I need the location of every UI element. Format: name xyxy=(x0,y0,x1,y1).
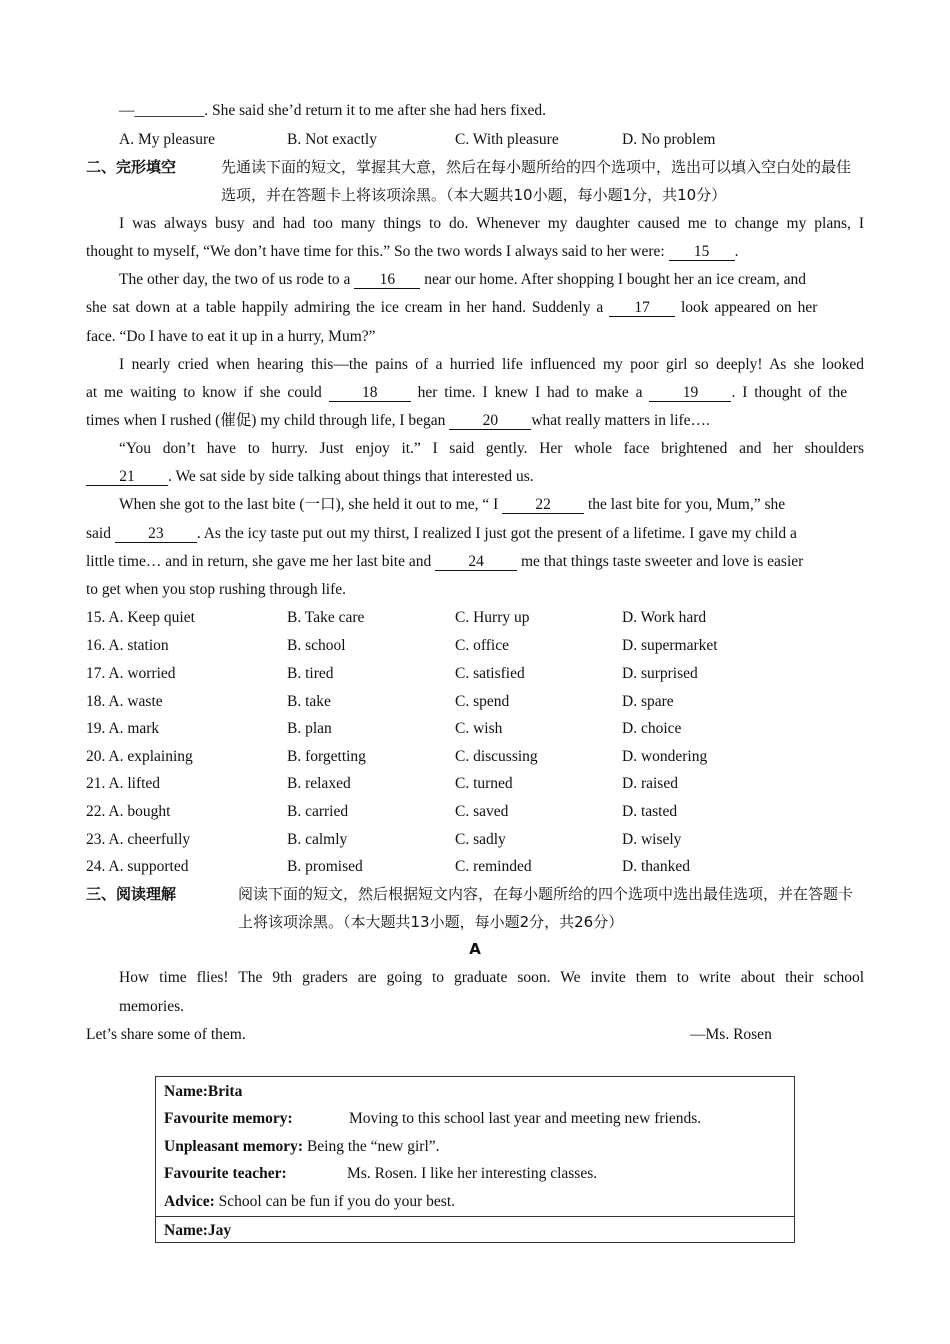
option-b: B. promised xyxy=(287,858,363,875)
question-22 xyxy=(86,802,864,822)
text: the last bite for you, Mum,” she xyxy=(588,496,786,513)
part-label-a: A xyxy=(469,940,481,958)
blank-23: 23 xyxy=(115,525,197,543)
option-b: B. carried xyxy=(287,803,349,820)
unpleasant-memory-row xyxy=(164,1137,440,1157)
section3-instruction: 阅读下面的短文，然后根据短文内容，在每小题所给的四个选项中选出最佳选项，并在答题卡上将该项涂黑。（本大题共13小题，每小题2分，共26分） xyxy=(238,885,854,931)
intro-line1: How time flies! The 9th graders are going to graduate soon. We invite them to write about their school xyxy=(119,969,864,986)
text: said xyxy=(86,525,111,542)
blank-18: 18 xyxy=(329,384,411,402)
blank-16: 16 xyxy=(354,271,420,289)
question-23 xyxy=(86,830,864,850)
signature: —Ms. Rosen xyxy=(690,1026,772,1043)
text: at me waiting to know if she could xyxy=(86,384,322,401)
option-d: D. raised xyxy=(622,775,678,792)
name-jay: Name:Jay xyxy=(164,1222,232,1239)
option-d: D. wisely xyxy=(622,831,682,848)
option-c: C. satisfied xyxy=(455,665,525,682)
option-b: B. take xyxy=(287,693,331,710)
option-c: C. wish xyxy=(455,720,503,737)
dialog-text: . She said she’d return it to me after she had hers fixed. xyxy=(204,102,547,119)
option-a: 21. A. lifted xyxy=(86,775,161,792)
question-20 xyxy=(86,747,864,767)
text: . xyxy=(734,243,739,260)
favourite-teacher-label: Favourite teacher: xyxy=(164,1165,287,1182)
option-b: B. tired xyxy=(287,665,334,682)
favourite-memory-value: Moving to this school last year and meeting new friends. xyxy=(349,1110,702,1127)
table-divider xyxy=(156,1216,794,1217)
option-d: D. choice xyxy=(622,720,682,737)
passage-p5-line1 xyxy=(119,495,864,515)
passage-p2-line2 xyxy=(86,298,864,318)
option-c: C. office xyxy=(455,637,509,654)
option-c: C. Hurry up xyxy=(455,609,530,626)
question-15 xyxy=(86,608,864,628)
favourite-teacher-value: Ms. Rosen. I like her interesting classes. xyxy=(347,1165,598,1182)
text: When she got to the last bite (一口), she held it out to me, “ I xyxy=(119,496,499,513)
option-c: C. saved xyxy=(455,803,509,820)
blank-17: 17 xyxy=(609,299,675,317)
unpleasant-memory-label: Unpleasant memory: xyxy=(164,1138,304,1155)
advice-row xyxy=(164,1192,455,1212)
option-b: B. Not exactly xyxy=(287,131,377,148)
option-a: 17. A. worried xyxy=(86,665,176,682)
option-c: C. discussing xyxy=(455,748,538,765)
blank-19: 19 xyxy=(649,384,731,402)
text: little time… and in return, she gave me her last bite and xyxy=(86,553,432,570)
text: . As the icy taste put out my thirst, I realized I just got the present of a lifetime. I gave my child a xyxy=(196,525,797,542)
dash: — xyxy=(119,102,135,119)
question-24 xyxy=(86,857,864,877)
option-b: B. forgetting xyxy=(287,748,366,765)
text: what really matters in life…. xyxy=(531,412,710,429)
option-d: D. supermarket xyxy=(622,637,718,654)
passage-p3-line2 xyxy=(86,383,864,403)
option-d: D. surprised xyxy=(622,665,698,682)
option-a: 24. A. supported xyxy=(86,858,189,875)
blank-15: 15 xyxy=(669,243,735,261)
intro-line2: memories. xyxy=(119,998,184,1015)
advice-value: School can be fun if you do your best. xyxy=(218,1193,456,1210)
option-d: D. No problem xyxy=(622,131,716,148)
option-b: B. relaxed xyxy=(287,775,351,792)
memories-table xyxy=(155,1076,795,1243)
option-a: 23. A. cheerfully xyxy=(86,831,191,848)
text: she sat down at a table happily admiring the ice cream in her hand. Suddenly a xyxy=(86,299,604,316)
passage-p2-line1 xyxy=(119,270,864,290)
option-a: 15. A. Keep quiet xyxy=(86,609,195,626)
intro-line3: Let’s share some of them. xyxy=(86,1026,246,1043)
option-c: C. sadly xyxy=(455,831,506,848)
favourite-memory-label: Favourite memory: xyxy=(164,1110,293,1127)
passage-p5-line2 xyxy=(86,524,864,544)
option-b: B. school xyxy=(287,637,346,654)
text: me that things taste sweeter and love is easier xyxy=(520,553,804,570)
option-d: D. wondering xyxy=(622,748,708,765)
passage-p1-line1: I was always busy and had too many things to do. Whenever my daughter caused me to change my plans, I xyxy=(119,215,864,232)
text: . We sat side by side talking about things that interested us. xyxy=(168,468,534,485)
passage-p2-line3: face. “Do I have to eat it up in a hurry, Mum?” xyxy=(86,328,376,345)
option-d: D. spare xyxy=(622,693,674,710)
text: thought to myself, “We don’t have time for this.” So the two words I always said to her were: xyxy=(86,243,665,260)
text: near our home. After shopping I bought her an ice cream, and xyxy=(424,271,806,288)
option-c: C. turned xyxy=(455,775,513,792)
blank-20: 20 xyxy=(449,412,531,430)
option-a: 19. A. mark xyxy=(86,720,160,737)
section2-instruction: 先通读下面的短文，掌握其大意，然后在每小题所给的四个选项中，选出可以填入空白处的最佳选项，并在答题卡上将该项涂黑。（本大题共10小题，每小题1分，共10分） xyxy=(221,158,852,204)
text: times when I rushed (催促) my child through life, I began xyxy=(86,412,446,429)
option-a: 20. A. explaining xyxy=(86,748,193,765)
option-a: 22. A. bought xyxy=(86,803,171,820)
option-b: B. calmly xyxy=(287,831,348,848)
blank-22: 22 xyxy=(502,496,584,514)
question-21 xyxy=(86,774,864,794)
blank-24: 24 xyxy=(435,553,517,571)
option-b: B. plan xyxy=(287,720,332,737)
section3-title: 三、阅读理解 xyxy=(86,885,177,903)
text: . I thought of the xyxy=(731,384,848,401)
section2-title: 二、完形填空 xyxy=(86,158,177,176)
text: The other day, the two of us rode to a xyxy=(119,271,351,288)
option-a: A. My pleasure xyxy=(119,131,215,148)
option-b: B. Take care xyxy=(287,609,365,626)
advice-label: Advice: xyxy=(164,1193,215,1210)
question-17 xyxy=(86,664,864,684)
option-a: 18. A. waste xyxy=(86,693,163,710)
option-d: D. Work hard xyxy=(622,609,707,626)
text: her time. I knew I had to make a xyxy=(417,384,643,401)
option-c: C. With pleasure xyxy=(455,131,559,148)
passage-p1-line2 xyxy=(86,242,864,262)
question-18 xyxy=(86,692,864,712)
question-19 xyxy=(86,719,864,739)
passage-p5-line4: to get when you stop rushing through life. xyxy=(86,581,347,598)
dialog-line xyxy=(119,101,864,121)
name-brita: Name:Brita xyxy=(164,1083,243,1100)
passage-p5-line3 xyxy=(86,552,864,572)
favourite-memory-row xyxy=(164,1109,702,1129)
blank-21: 21 xyxy=(86,468,168,486)
text: look appeared on her xyxy=(681,299,818,316)
question-16 xyxy=(86,636,864,656)
passage-p4-line1: “You don’t have to hurry. Just enjoy it.” I said gently. Her whole face brightened and her shoulders xyxy=(119,440,864,457)
option-a: 16. A. station xyxy=(86,637,169,654)
option-c: C. reminded xyxy=(455,858,532,875)
passage-p3-line1: I nearly cried when hearing this—the pains of a hurried life influenced my poor girl so deeply! As she looked xyxy=(119,356,864,373)
option-d: D. thanked xyxy=(622,858,691,875)
prev-options xyxy=(119,130,897,150)
favourite-teacher-row xyxy=(164,1164,598,1184)
option-d: D. tasted xyxy=(622,803,678,820)
passage-p4-line2 xyxy=(86,467,864,487)
option-c: C. spend xyxy=(455,693,510,710)
passage-p3-line3 xyxy=(86,411,864,431)
dialog-blank: _________ xyxy=(134,102,205,119)
unpleasant-memory-value: Being the “new girl”. xyxy=(306,1138,440,1155)
